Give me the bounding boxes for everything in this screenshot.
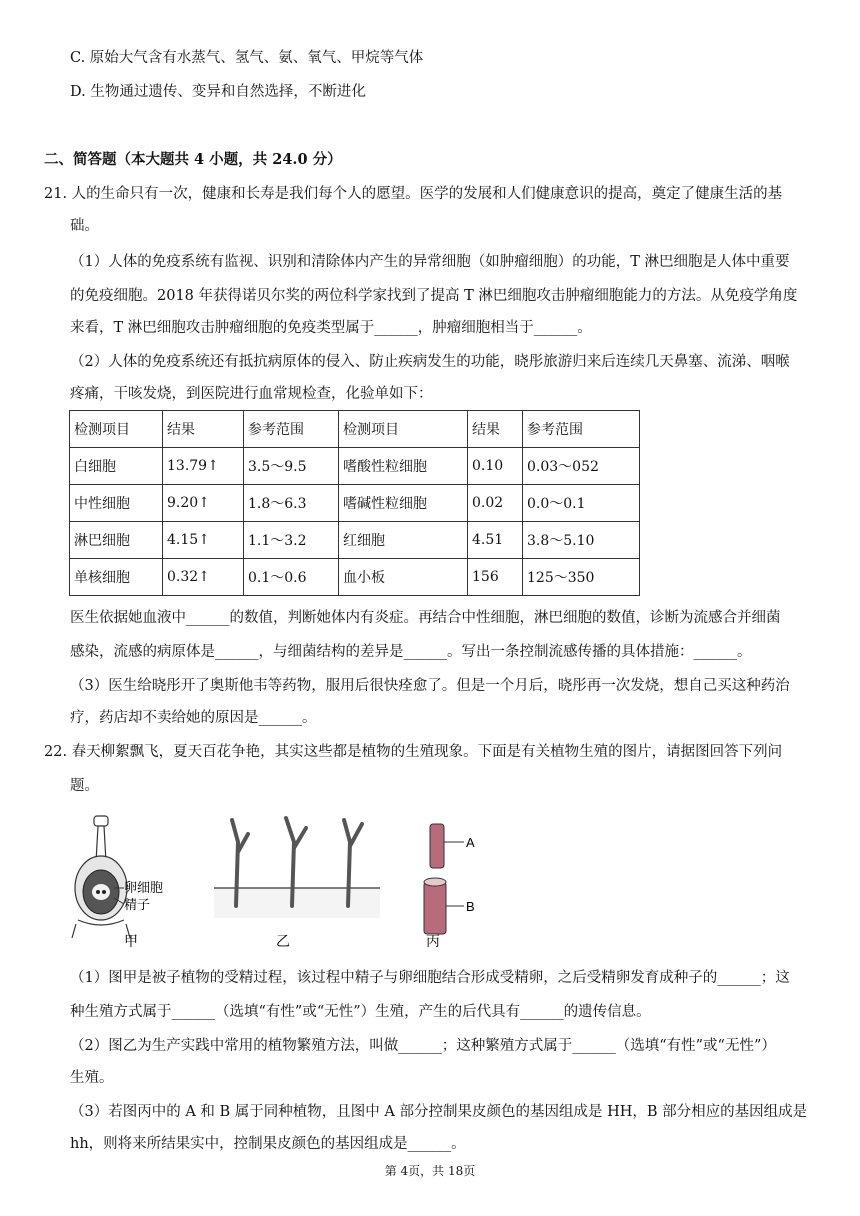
q21-intro-line1: 21. 人的生命只有一次，健康和长寿是我们每个人的愿望。医学的发展和人们健康意识的提高，奠定了健康生活的基 — [44, 186, 783, 202]
q21-intro-line2: 础。 — [70, 218, 99, 234]
table-cell: 0.0～0.1 — [523, 485, 640, 522]
caption-bing: 丙 — [426, 933, 440, 949]
label-a: A — [466, 835, 475, 850]
figure-fertilization — [72, 816, 163, 949]
q21-p1-line3: 来看，T 淋巴细胞攻击肿瘤细胞的免疫类型属于______，肿瘤细胞相当于______。 — [70, 320, 592, 336]
q21-p3-line2: 疗，药店却不卖给她的原因是______。 — [70, 710, 317, 726]
label-egg-cell: 卵细胞 — [124, 880, 164, 895]
table-row — [70, 559, 640, 596]
q22-p1-line1: （1）图甲是被子植物的受精过程，该过程中精子与卵细胞结合形成受精卵，之后受精卵发育成种子的______；这 — [70, 970, 790, 986]
table-cell: 0.10 — [468, 448, 523, 485]
table-header-cell: 结果 — [468, 411, 523, 448]
caption-jia: 甲 — [124, 933, 138, 949]
table-row — [70, 522, 640, 559]
table-cell: 13.79↑ — [163, 448, 244, 485]
q21-p1-line1: （1）人体的免疫系统有监视、识别和清除体内产生的异常细胞（如肿瘤细胞）的功能，T 淋巴细胞是人体中重要 — [70, 254, 790, 270]
table-cell: 3.5～9.5 — [244, 448, 339, 485]
table-cell: 0.02 — [468, 485, 523, 522]
table-row — [70, 448, 640, 485]
table-cell: 0.03～052 — [523, 448, 640, 485]
label-b: B — [466, 899, 475, 914]
label-sperm: 精子 — [124, 897, 151, 912]
table-cell: 白细胞 — [70, 448, 163, 485]
table-cell: 4.51 — [468, 522, 523, 559]
table-cell: 3.8～5.10 — [523, 522, 640, 559]
q21-p2-line1: （2）人体的免疫系统还有抵抗病原体的侵入、防止疾病发生的功能，晓彤旅游归来后连续几天鼻塞、流涕、咽喉 — [70, 354, 790, 370]
table-header-row — [70, 411, 640, 448]
q21-p1-line2: 的免疫细胞。2018 年获得诺贝尔奖的两位科学家找到了提高 T 淋巴细胞攻击肿瘤细胞能力的方法。从免疫学角度 — [70, 288, 798, 304]
table-cell: 嗜碱性粒细胞 — [339, 485, 468, 522]
q21-p2-line4: 感染，流感的病原体是______，与细菌结构的差异是______。写出一条控制流感传播的具体措施：______。 — [70, 644, 752, 660]
table-header-cell: 参考范围 — [523, 411, 640, 448]
q22-intro-line2: 题。 — [70, 778, 99, 794]
section-title: 二、简答题（本大题共 4 小题，共 24.0 分） — [44, 151, 342, 168]
page-footer: 第 4页，共 18页 — [384, 1164, 476, 1178]
q21-p2-line2: 疼痛，干咳发烧，到医院进行血常规检查，化验单如下： — [70, 386, 433, 402]
table-cell: 血小板 — [339, 559, 468, 596]
table-cell: 125～350 — [523, 559, 640, 596]
table-cell: 0.32↑ — [163, 559, 244, 596]
q21-p2-line3: 医生依据她血液中______的数值，判断她体内有炎症。再结合中性细胞，淋巴细胞的数值，诊断为流感合并细菌 — [70, 610, 781, 626]
table-header-cell: 检测项目 — [70, 411, 163, 448]
plant-reproduction-figures — [68, 812, 488, 952]
blood-test-table — [69, 410, 640, 596]
q22-p3-line1: （3）若图丙中的 A 和 B 属于同种植物，且图中 A 部分控制果皮颜色的基因组成是 HH，B 部分相应的基因组成是 — [70, 1104, 808, 1120]
table-cell: 单核细胞 — [70, 559, 163, 596]
table-cell: 4.15↑ — [163, 522, 244, 559]
q22-intro-line1: 22. 春天柳絮飘飞，夏天百花争艳，其实这些都是植物的生殖现象。下面是有关植物生殖的图片，请据图回答下列问 — [44, 744, 783, 760]
table-header-cell: 参考范围 — [244, 411, 339, 448]
table-row — [70, 485, 640, 522]
table-cell: 淋巴细胞 — [70, 522, 163, 559]
table-cell: 0.1～0.6 — [244, 559, 339, 596]
table-cell: 中性细胞 — [70, 485, 163, 522]
caption-yi: 乙 — [276, 933, 290, 949]
q22-p2-line2: 生殖。 — [70, 1070, 114, 1086]
table-cell: 156 — [468, 559, 523, 596]
table-cell: 嗜酸性粒细胞 — [339, 448, 468, 485]
figure-grafting — [424, 824, 475, 949]
table-cell: 9.20↑ — [163, 485, 244, 522]
option-d: D. 生物通过遗传、变异和自然选择，不断进化 — [70, 84, 366, 100]
q22-p1-line2: 种生殖方式属于______（选填“有性”或“无性”）生殖，产生的后代具有______的遗传信息。 — [70, 1004, 651, 1020]
q22-p2-line1: （2）图乙为生产实践中常用的植物繁殖方法，叫做______；这种繁殖方式属于______（选填“有性”或“无性”） — [70, 1038, 776, 1054]
figure-cutting — [214, 818, 380, 949]
table-header-cell: 结果 — [163, 411, 244, 448]
table-cell: 1.8～6.3 — [244, 485, 339, 522]
option-c: C. 原始大气含有水蒸气、氢气、氨、氧气、甲烷等气体 — [70, 50, 424, 66]
q21-p3-line1: （3）医生给晓彤开了奥斯他韦等药物，服用后很快痊愈了。但是一个月后，晓彤再一次发烧，想自己买这种药治 — [70, 678, 790, 694]
table-cell: 1.1～3.2 — [244, 522, 339, 559]
table-cell: 红细胞 — [339, 522, 468, 559]
q22-p3-line2: hh，则将来所结果实中，控制果皮颜色的基因组成是______。 — [70, 1136, 466, 1152]
table-header-cell: 检测项目 — [339, 411, 468, 448]
